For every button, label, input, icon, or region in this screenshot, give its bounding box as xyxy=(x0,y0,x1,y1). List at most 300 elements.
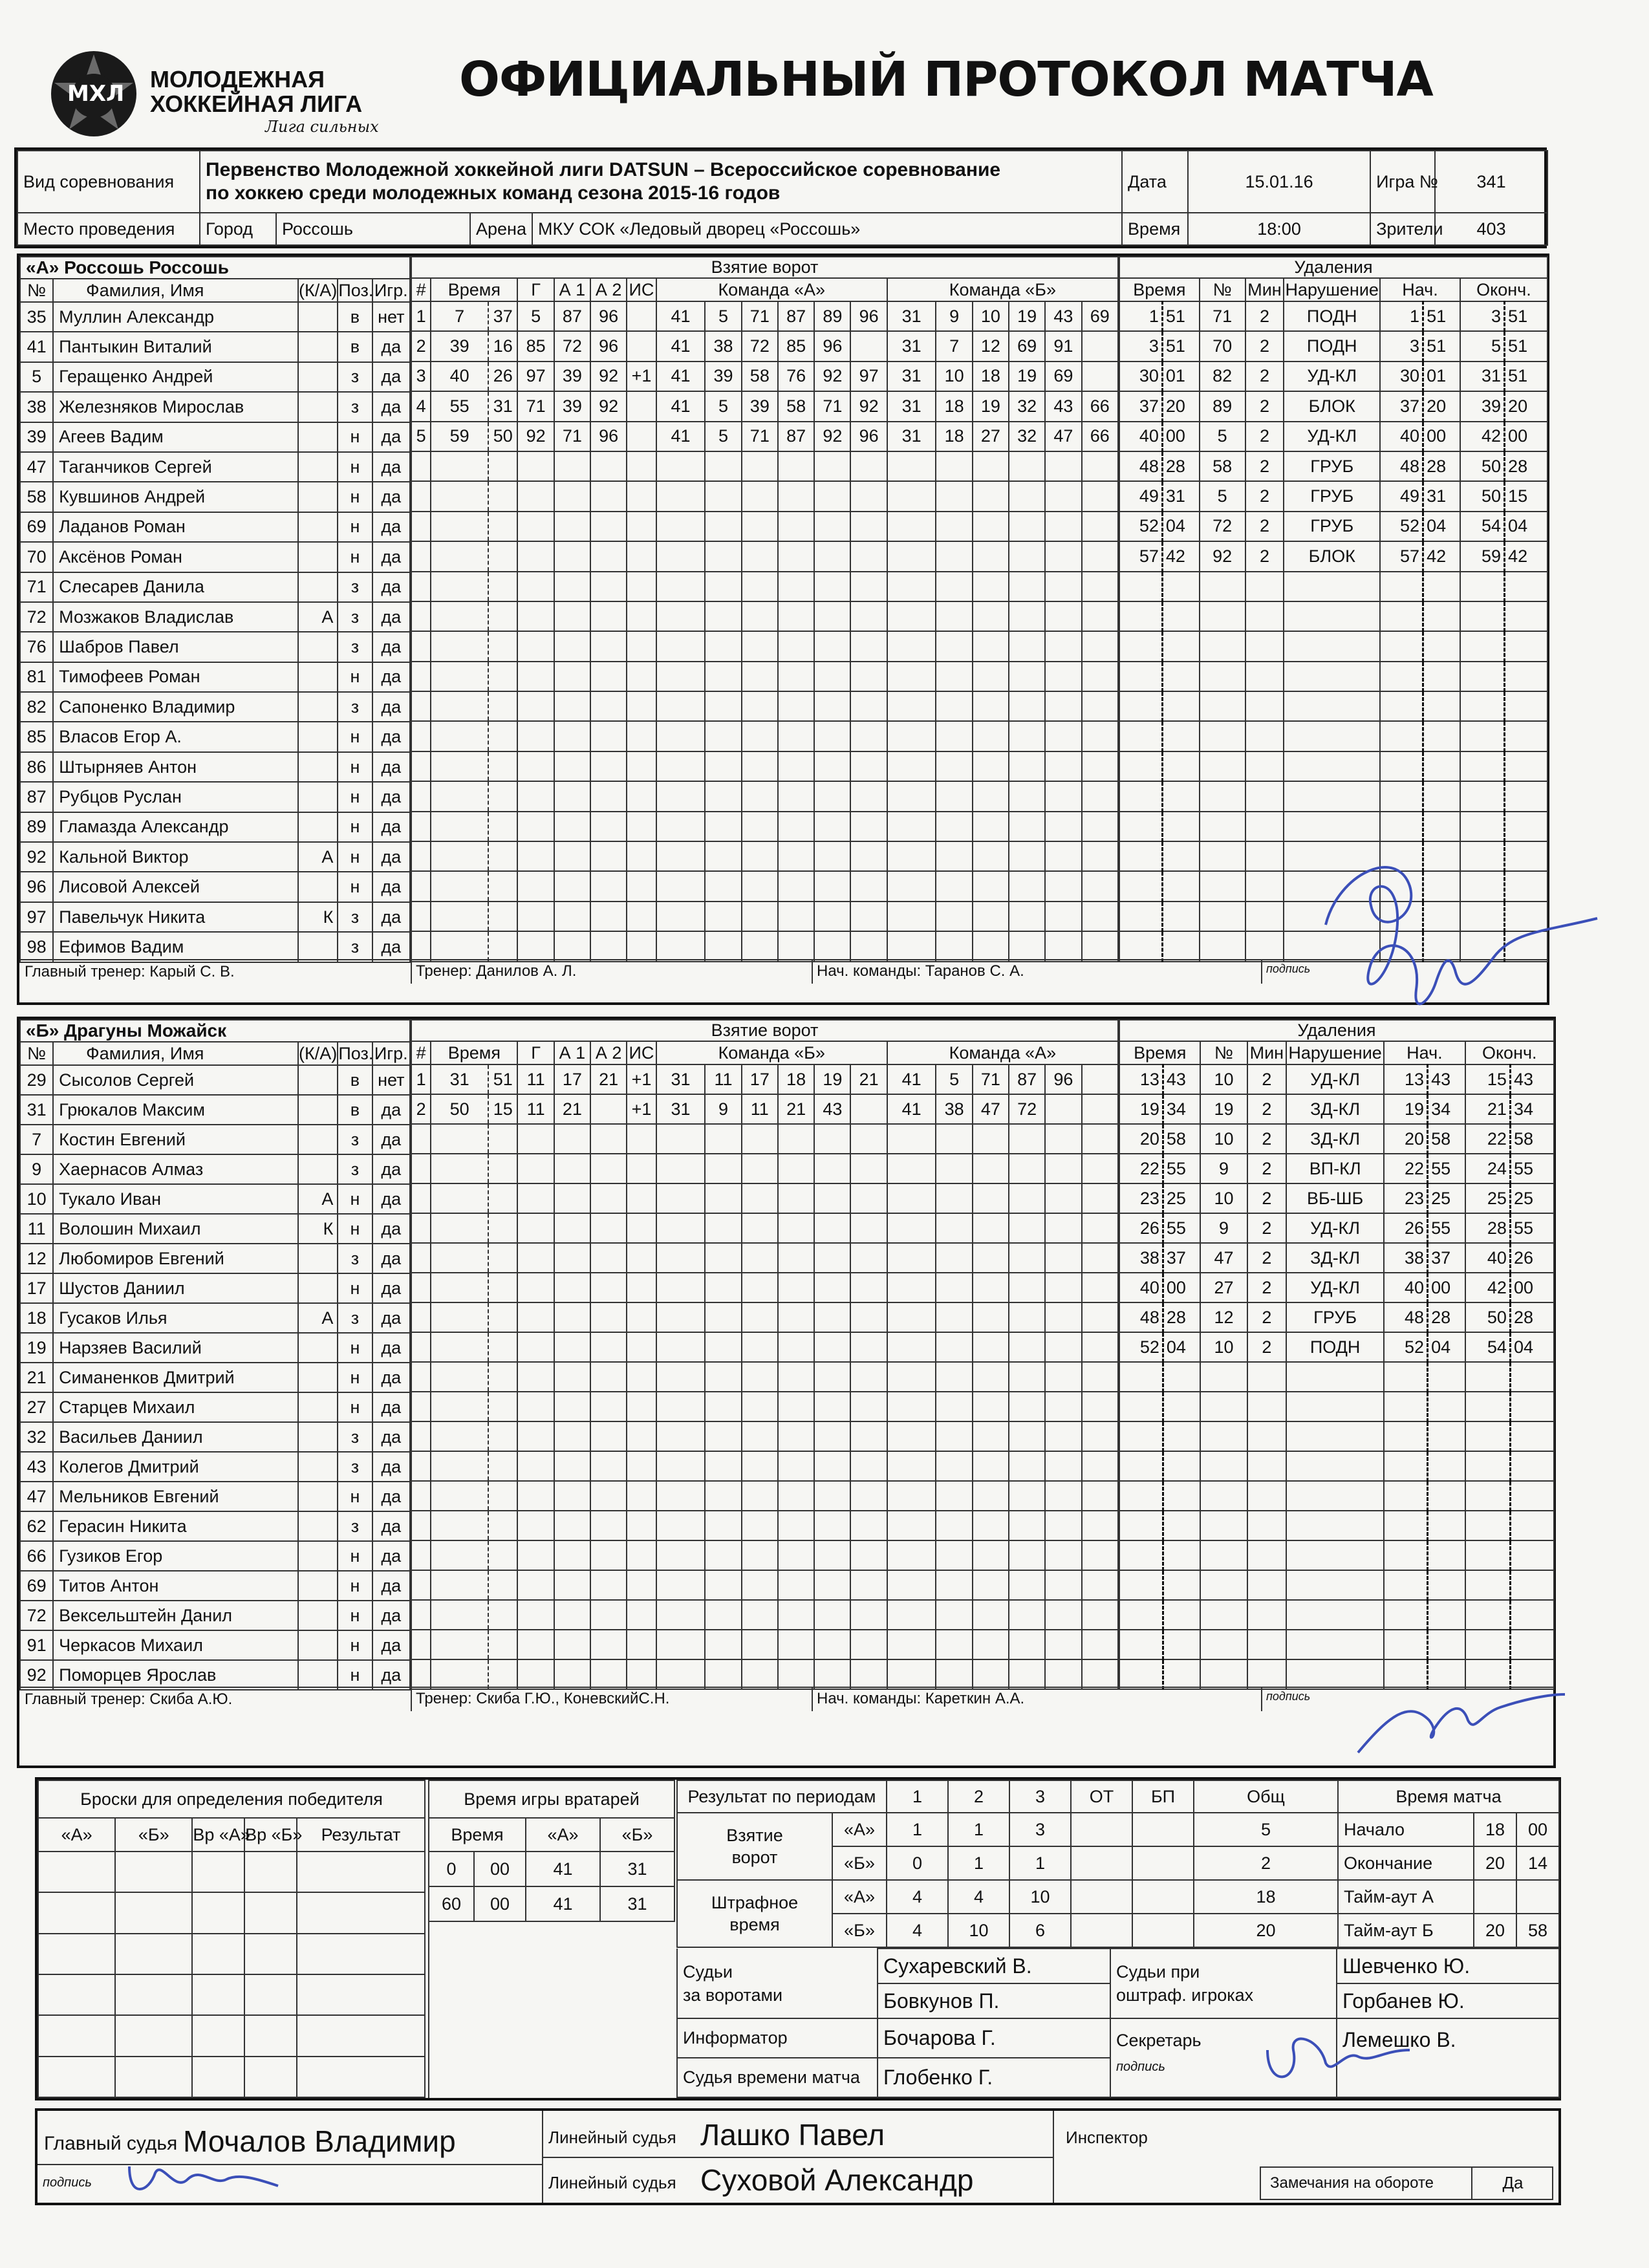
goal-cell xyxy=(627,331,656,361)
penalty-cell: 51 xyxy=(1505,331,1547,361)
goal-row xyxy=(411,781,1118,811)
goal-row xyxy=(411,1154,1118,1183)
player-position: н xyxy=(338,422,372,452)
ot-header: ОТ xyxy=(1071,1780,1132,1813)
player-position: з xyxy=(338,1125,372,1154)
penalty-cell: 51 xyxy=(1423,301,1460,331)
player-played: да xyxy=(372,932,410,962)
player-number: 47 xyxy=(20,452,53,482)
penalty-row xyxy=(1119,691,1547,721)
goal-cell: 32 xyxy=(1009,422,1045,451)
player-played: да xyxy=(372,1571,410,1601)
penalty-cell: ПОДН xyxy=(1286,1332,1384,1362)
penalty-cell: УД-КЛ xyxy=(1286,1213,1384,1243)
player-position: н xyxy=(338,1214,372,1244)
label-line: Судьи при xyxy=(1116,1962,1200,1982)
player-row xyxy=(20,1452,410,1482)
header-box xyxy=(14,147,1547,248)
cell: 2 xyxy=(1194,1846,1338,1880)
player-role xyxy=(298,632,338,662)
player-position: з xyxy=(338,692,372,722)
player-name: Вексельштейн Данил xyxy=(53,1601,298,1630)
goal-row xyxy=(411,1511,1118,1540)
player-row xyxy=(20,1095,410,1125)
player-played: да xyxy=(372,902,410,932)
goal-cell: 66 xyxy=(1082,422,1118,451)
penalty-cell: БЛОК xyxy=(1284,541,1380,571)
timekeeper-label: Судья времени матча xyxy=(677,2058,878,2097)
cell: 20 xyxy=(1474,1914,1516,1947)
penalty-cell: 49 xyxy=(1119,481,1162,511)
player-role xyxy=(298,692,338,722)
goal-cell: 16 xyxy=(488,331,517,361)
penalty-cell: 28 xyxy=(1423,451,1460,481)
goal-cell: 31 xyxy=(887,422,936,451)
goal-cell: 71 xyxy=(973,1064,1009,1094)
col-is: ИС xyxy=(627,278,656,301)
penalty-cell: 55 xyxy=(1428,1154,1465,1183)
cell xyxy=(1132,1813,1194,1846)
player-played: да xyxy=(372,1244,410,1273)
penalty-cell: 23 xyxy=(1119,1183,1163,1213)
goal-cell: 96 xyxy=(850,422,887,451)
player-row xyxy=(20,752,410,782)
penalty-row xyxy=(1119,362,1547,391)
goal-row xyxy=(411,1124,1118,1154)
goal-row xyxy=(411,1094,1118,1124)
player-played: да xyxy=(372,1452,410,1482)
player-row xyxy=(20,1065,410,1095)
penalty-cell: 13 xyxy=(1119,1064,1163,1094)
goal-row xyxy=(411,362,1118,391)
goal-cell: 96 xyxy=(1045,1064,1081,1094)
player-position: н xyxy=(338,1660,372,1690)
linesman-1-name: Лашко Павел xyxy=(700,2118,885,2152)
player-played: да xyxy=(372,512,410,542)
goal-cell: 41 xyxy=(887,1094,936,1124)
goal-cell: 59 xyxy=(431,422,488,451)
goals-label-1: Взятие xyxy=(726,1826,783,1845)
goal-cell: 19 xyxy=(814,1064,850,1094)
goal-cell xyxy=(1045,1094,1081,1124)
penalty-cell: 39 xyxy=(1460,391,1505,421)
goal-cell: 39 xyxy=(431,331,488,361)
player-played: да xyxy=(372,1333,410,1363)
goal-row xyxy=(411,422,1118,451)
goal-cell: 41 xyxy=(656,362,706,391)
player-name: Власов Егор А. xyxy=(53,722,298,751)
player-role xyxy=(298,1125,338,1154)
player-position: в xyxy=(338,302,372,332)
penalty-cell: 55 xyxy=(1163,1213,1200,1243)
goal-cell: 41 xyxy=(656,301,706,331)
signature-icon xyxy=(1255,2024,1416,2095)
cell: 1 xyxy=(1009,1846,1071,1880)
player-row xyxy=(20,1244,410,1273)
player-role xyxy=(298,1422,338,1452)
penalty-cell: 00 xyxy=(1505,422,1547,451)
player-played: да xyxy=(372,452,410,482)
player-number: 43 xyxy=(20,1452,53,1482)
player-position: з xyxy=(338,1511,372,1541)
team-a-label: «А» xyxy=(832,1813,887,1846)
goal-cell: 31 xyxy=(656,1094,706,1124)
city-value: Россошь xyxy=(276,213,470,245)
goal-cell: 72 xyxy=(742,331,778,361)
cell: 60 xyxy=(429,1886,474,1921)
player-number: 17 xyxy=(20,1273,53,1303)
penalty-row xyxy=(1119,1124,1554,1154)
player-position: в xyxy=(338,1095,372,1125)
col-pen-end: Оконч. xyxy=(1465,1041,1554,1064)
periods-block xyxy=(676,1780,1337,1948)
player-role xyxy=(298,1273,338,1303)
penalty-cell: 43 xyxy=(1428,1064,1465,1094)
player-role xyxy=(298,872,338,902)
penalty-cell: 48 xyxy=(1384,1302,1427,1332)
penalty-cell: 01 xyxy=(1423,362,1460,391)
player-name: Пантыкин Виталий xyxy=(53,332,298,362)
goal-row xyxy=(411,331,1118,361)
sign-label: подпись xyxy=(1261,1688,1310,1711)
penalty-cell: 5 xyxy=(1460,331,1505,361)
goal-cell: 58 xyxy=(742,362,778,391)
penalty-row xyxy=(1119,331,1547,361)
player-name: Кувшинов Андрей xyxy=(53,482,298,512)
player-row xyxy=(20,1541,410,1571)
goal-cell: 92 xyxy=(590,391,627,421)
goal-cell: 9 xyxy=(936,301,972,331)
penalty-cell: 51 xyxy=(1505,301,1547,331)
player-row xyxy=(20,812,410,842)
penalty-row xyxy=(1119,1511,1554,1540)
player-number: 92 xyxy=(20,842,53,872)
label-line: оштраф. игроках xyxy=(1116,1985,1254,2005)
player-role: К xyxy=(298,902,338,932)
goal-cell: 71 xyxy=(554,422,590,451)
player-row xyxy=(20,1333,410,1363)
goal-cell: 76 xyxy=(778,362,814,391)
goal-cell: 43 xyxy=(1045,301,1081,331)
player-position: в xyxy=(338,332,372,362)
goal-row xyxy=(411,1332,1118,1362)
player-role xyxy=(298,392,338,422)
player-played: да xyxy=(372,1303,410,1333)
penalty-cell: 57 xyxy=(1380,541,1423,571)
col-pen-start: Нач. xyxy=(1380,278,1460,301)
goal-cell: 69 xyxy=(1082,301,1118,331)
player-played: да xyxy=(372,1630,410,1660)
penalty-row xyxy=(1119,1154,1554,1183)
linesman-1-label: Линейный судья xyxy=(548,2128,676,2147)
goal-cell xyxy=(627,301,656,331)
penalty-cell: 19 xyxy=(1200,1094,1247,1124)
player-row xyxy=(20,1630,410,1660)
game-label: Игра № xyxy=(1370,151,1435,213)
player-number: 47 xyxy=(20,1482,53,1511)
shootout-col-a: «А» xyxy=(38,1818,115,1852)
player-number: 72 xyxy=(20,602,53,632)
player-position: н xyxy=(338,662,372,692)
player-role xyxy=(298,1511,338,1541)
player-name: Лисовой Алексей xyxy=(53,872,298,902)
col-num: № xyxy=(20,1042,53,1065)
penalty-cell: ПОДН xyxy=(1284,301,1380,331)
player-role xyxy=(298,812,338,842)
player-played: да xyxy=(372,812,410,842)
player-role: А xyxy=(298,602,338,632)
cell: 6 xyxy=(1009,1914,1071,1947)
logo xyxy=(45,45,382,155)
player-role xyxy=(298,1392,338,1422)
penalty-row xyxy=(1119,1630,1554,1659)
penalty-cell: 43 xyxy=(1510,1064,1553,1094)
penalty-cell: 42 xyxy=(1162,541,1199,571)
player-played: да xyxy=(372,542,410,572)
penalty-cell: 9 xyxy=(1200,1154,1247,1183)
player-name: Гусаков Илья xyxy=(53,1303,298,1333)
goal-cell: 50 xyxy=(488,422,517,451)
goal-cell: 3 xyxy=(411,362,431,391)
start-label: Начало xyxy=(1338,1813,1474,1846)
col-ka: (К/А) xyxy=(298,279,338,302)
venue-label: Место проведения xyxy=(17,213,200,245)
penalty-row xyxy=(1119,1421,1554,1451)
goal-cell: 92 xyxy=(850,391,887,421)
goal-row xyxy=(411,1273,1118,1302)
player-position: н xyxy=(338,1482,372,1511)
penalty-cell: 12 xyxy=(1200,1302,1247,1332)
penalty-cell: 55 xyxy=(1428,1213,1465,1243)
penalty-cell: 00 xyxy=(1162,422,1199,451)
player-number: 31 xyxy=(20,1095,53,1125)
player-name: Симаненков Дмитрий xyxy=(53,1363,298,1392)
player-name: Тукало Иван xyxy=(53,1184,298,1214)
goal-row xyxy=(411,451,1118,481)
goal-cell: 41 xyxy=(656,422,706,451)
goal-cell: 96 xyxy=(590,422,627,451)
player-number: 12 xyxy=(20,1244,53,1273)
goal-row xyxy=(411,1540,1118,1570)
player-number: 81 xyxy=(20,662,53,692)
player-number: 11 xyxy=(20,1214,53,1244)
player-played: да xyxy=(372,1541,410,1571)
player-name: Любомиров Евгений xyxy=(53,1244,298,1273)
goalies-col-time: Время xyxy=(429,1818,526,1852)
penalty-cell: 58 xyxy=(1163,1124,1200,1154)
pim-label-1: Штрафное xyxy=(711,1893,799,1912)
goal-row xyxy=(411,691,1118,721)
goal-cell: 96 xyxy=(814,331,850,361)
penalty-cell: ГРУБ xyxy=(1284,512,1380,541)
col-pen-time: Время xyxy=(1119,1041,1200,1064)
player-number: 27 xyxy=(20,1392,53,1422)
cell: 18 xyxy=(1194,1880,1338,1914)
team-manager: Нач. команды: Кареткин А.А. xyxy=(812,1688,1024,1711)
col-pen-viol: Нарушение xyxy=(1286,1041,1384,1064)
player-row xyxy=(20,542,410,572)
penalty-cell: 28 xyxy=(1163,1302,1200,1332)
player-position: з xyxy=(338,1244,372,1273)
player-played: да xyxy=(372,572,410,602)
player-row xyxy=(20,1184,410,1214)
goal-cell: 87 xyxy=(1009,1064,1045,1094)
penalty-cell: 51 xyxy=(1423,331,1460,361)
head-coach: Главный тренер: Скиба А.Ю. xyxy=(25,1690,233,1708)
player-number: 72 xyxy=(20,1601,53,1630)
player-name: Муллин Александр xyxy=(53,302,298,332)
goal-cell: 12 xyxy=(973,331,1009,361)
player-name: Волошин Михаил xyxy=(53,1214,298,1244)
goal-cell: 43 xyxy=(814,1094,850,1124)
player-number: 38 xyxy=(20,392,53,422)
goal-cell: 41 xyxy=(656,391,706,421)
col-name: Фамилия, Имя xyxy=(53,1042,298,1065)
player-played: да xyxy=(372,1125,410,1154)
shootout-col-result: Результат xyxy=(297,1818,425,1852)
cell: 1 xyxy=(948,1846,1009,1880)
player-played: да xyxy=(372,1660,410,1690)
player-position: н xyxy=(338,452,372,482)
goal-cell xyxy=(1082,362,1118,391)
timeout-a-label: Тайм-аут А xyxy=(1338,1880,1474,1914)
penalty-cell: 40 xyxy=(1119,1273,1163,1302)
cell: 1 xyxy=(887,1813,948,1846)
player-name: Титов Антон xyxy=(53,1571,298,1601)
penalty-cell: 51 xyxy=(1505,362,1547,391)
player-name: Мозжаков Владислав xyxy=(53,602,298,632)
team-b-label: «Б» xyxy=(832,1914,887,1947)
penalty-cell: 04 xyxy=(1162,512,1199,541)
penalty-cell: 2 xyxy=(1245,451,1284,481)
penalty-cell: 20 xyxy=(1505,391,1547,421)
signature-icon xyxy=(1352,1675,1571,1759)
sign-label: подпись xyxy=(1116,2060,1165,2075)
player-role: А xyxy=(298,842,338,872)
goal-cell xyxy=(627,391,656,421)
penalty-cell: 58 xyxy=(1428,1124,1465,1154)
goal-cell: 51 xyxy=(488,1064,517,1094)
cell: 20 xyxy=(1474,1846,1516,1880)
player-position: н xyxy=(338,722,372,751)
team-manager: Нач. команды: Таранов С. А. xyxy=(812,960,1024,984)
penalty-cell: 31 xyxy=(1423,481,1460,511)
goal-row xyxy=(411,812,1118,841)
player-role xyxy=(298,1571,338,1601)
penalty-cell: 15 xyxy=(1465,1064,1511,1094)
player-position: з xyxy=(338,1154,372,1184)
inspector-label: Инспектор xyxy=(1066,2128,1148,2147)
goal-cell: 87 xyxy=(554,301,590,331)
player-role xyxy=(298,1630,338,1660)
comp-line1: Первенство Молодежной хоккейной лиги DATSUN – Всероссийское соревнование xyxy=(206,159,1001,180)
col-pen-min: Мин xyxy=(1247,1041,1287,1064)
player-number: 97 xyxy=(20,902,53,932)
shootout-col-vra: Вр «А» xyxy=(192,1818,244,1852)
cell: 5 xyxy=(1194,1813,1338,1846)
goal-cell: 31 xyxy=(887,391,936,421)
penalty-cell: 71 xyxy=(1200,301,1245,331)
city-label: Город xyxy=(200,213,276,245)
col-g: Г xyxy=(517,278,554,301)
player-position: н xyxy=(338,1363,372,1392)
player-row xyxy=(20,362,410,392)
player-position: з xyxy=(338,1422,372,1452)
goal-cell: 87 xyxy=(778,422,814,451)
goal-cell: 69 xyxy=(1009,331,1045,361)
penalty-cell: 3 xyxy=(1380,331,1423,361)
player-row xyxy=(20,1660,410,1690)
penalty-cell: 00 xyxy=(1163,1273,1200,1302)
col-pen-end: Оконч. xyxy=(1460,278,1547,301)
cell: 4 xyxy=(948,1880,1009,1914)
player-row xyxy=(20,902,410,932)
player-row xyxy=(20,512,410,542)
goal-row xyxy=(411,1302,1118,1332)
penalty-cell: 10 xyxy=(1200,1332,1247,1362)
penalty-cell: 20 xyxy=(1384,1124,1427,1154)
goal-judge-2: Бовкунов П. xyxy=(878,1983,1110,2018)
penalty-row xyxy=(1119,1183,1554,1213)
penalty-cell: 34 xyxy=(1428,1094,1465,1124)
player-number: 87 xyxy=(20,782,53,812)
goal-cell: 39 xyxy=(742,391,778,421)
player-row xyxy=(20,1482,410,1511)
penalty-cell: ЗД-КЛ xyxy=(1286,1094,1384,1124)
col-ka: (К/А) xyxy=(298,1042,338,1065)
penalty-cell: 2 xyxy=(1245,481,1284,511)
col-time: Время xyxy=(431,1041,517,1064)
player-position: з xyxy=(338,902,372,932)
signature-icon xyxy=(116,2154,285,2205)
player-name: Кальной Виктор xyxy=(53,842,298,872)
penalty-cell: 70 xyxy=(1200,331,1245,361)
penalty-cell: 26 xyxy=(1384,1213,1427,1243)
penbox-judge-2: Горбанев Ю. xyxy=(1337,1983,1559,2018)
goal-cell: 96 xyxy=(590,331,627,361)
player-name: Слесарев Данила xyxy=(53,572,298,602)
penalty-cell: 13 xyxy=(1384,1064,1427,1094)
penalty-cell: 54 xyxy=(1460,512,1505,541)
penalty-cell: 2 xyxy=(1247,1273,1287,1302)
player-position: н xyxy=(338,1333,372,1363)
penalty-row xyxy=(1119,601,1547,631)
col-num: № xyxy=(20,279,53,302)
cell: 41 xyxy=(526,1852,600,1886)
logo-line1: МОЛОДЕЖНАЯ xyxy=(150,66,325,92)
goal-cell: 41 xyxy=(656,331,706,361)
player-number: 76 xyxy=(20,632,53,662)
penalty-row xyxy=(1119,1302,1554,1332)
penalty-cell: 28 xyxy=(1162,451,1199,481)
player-played: да xyxy=(372,422,410,452)
goal-cell: 5 xyxy=(936,1064,972,1094)
goal-cell xyxy=(1082,1094,1118,1124)
goal-cell: 1 xyxy=(411,301,431,331)
penalty-cell: 19 xyxy=(1119,1094,1163,1124)
player-played: да xyxy=(372,1422,410,1452)
player-position: н xyxy=(338,1273,372,1303)
player-name: Хаернасов Алмаз xyxy=(53,1154,298,1184)
player-row xyxy=(20,1273,410,1303)
player-number: 69 xyxy=(20,1571,53,1601)
col-pen-viol: Нарушение xyxy=(1284,278,1380,301)
goal-cell: 5 xyxy=(705,422,741,451)
remarks-value: Да xyxy=(1471,2168,1553,2199)
cell xyxy=(1132,1846,1194,1880)
player-number: 98 xyxy=(20,932,53,962)
penalty-cell: ВБ-ШБ xyxy=(1286,1183,1384,1213)
